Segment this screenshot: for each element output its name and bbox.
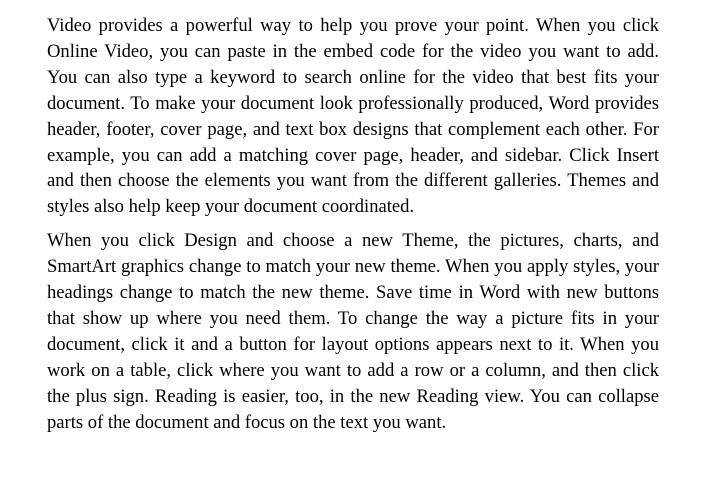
paragraph-1: Video provides a powerful way to help you prove your point. When you click Online Video, you can paste in the embed code for the video you want to add. You can also type a keyword to search online for the video that best fits your document. To make your document look professionally produced, Word provides header, footer, cover page, and text box designs that complement each other. For example, you can add a matching cover page, header, and sidebar. Click Insert and then choose the elements you want from the different galleries. Themes and styles also help keep your document coordinated. xyxy=(47,15,659,218)
document-body xyxy=(47,13,659,436)
paragraph-2: When you click Design and choose a new Theme, the pictures, charts, and SmartArt graphics change to match your new theme. When you apply styles, your headings change to match the new theme. Save time in Word with new buttons that show up where you need them. To change the way a picture fits in your document, click it and a button for layout options appears next to it. When you work on a table, click where you want to add a row or a column, and then click the plus sign. Reading is easier, too, in the new Reading view. You can collapse parts of the document and focus on the text you want. xyxy=(47,230,659,433)
